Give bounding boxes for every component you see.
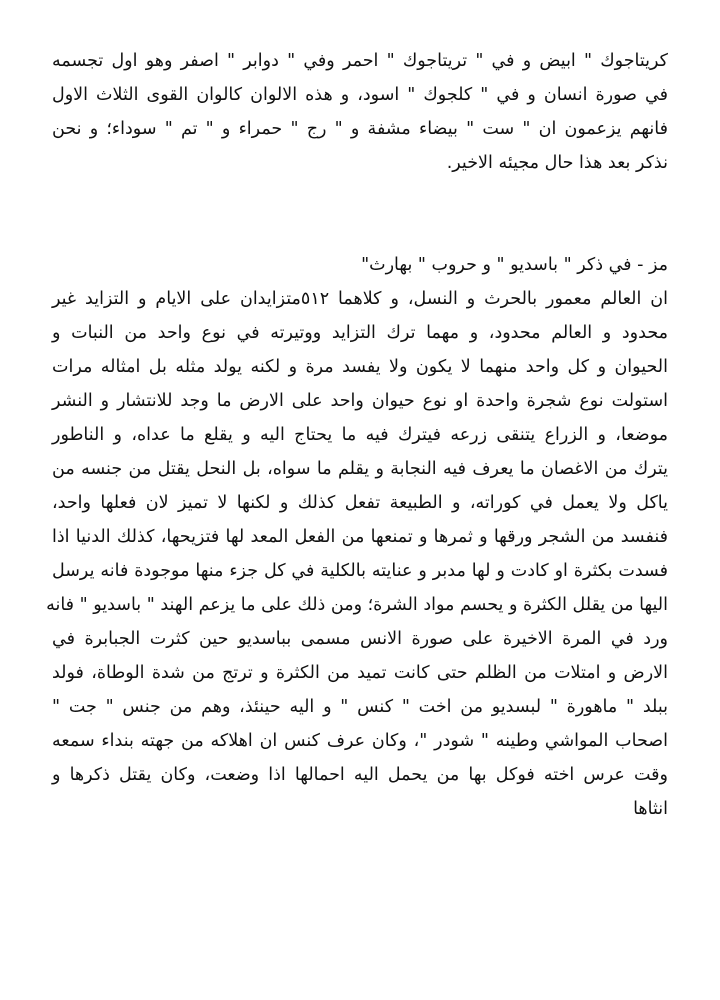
text-line: وقت عرس اخته فوكل بها من يحمل اليه احمالها اذا وضعت، وكان يقتل ذكرها و — [52, 765, 668, 785]
text-line: اليها من يقلل الكثرة و يحسم مواد الشرة؛ ومن ذلك على ما يزعم الهند " باسديو " فانه — [46, 595, 668, 615]
text-line: استولت نوع شجرة واحدة او نوع حيوان واحد على الارض ما وجد للانتشار و النشر — [52, 391, 668, 411]
paragraph-1 — [52, 44, 668, 180]
text-line: في صورة انسان و في " كلجوك " اسود، و هذه الالوان كالوان القوى الثلاث الاول — [52, 85, 668, 105]
text-line: فسدت بكثرة او كادت و لها مدبر و عنايته بالكلية في كل جزء منها موجودة فانه يرسل — [52, 561, 668, 581]
text-line: اصحاب المواشي وطينه " شودر "، وكان عرف كنس ان اهلاكه من جهته بنداء سمعه — [52, 731, 668, 751]
text-line: فانهم يزعمون ان " ست " بيضاء مشفة و " رج " حمراء و " تم " سوداء؛ و نحن — [52, 119, 668, 139]
text-line: ببلد " ماهورة " لبسديو من اخت " كنس " و اليه حينئذ، وهم من جنس " جت " — [52, 697, 668, 717]
text-line: فنفسد من الشجر ورقها و ثمرها و تمنعها من الفعل المعد لها فتزيحها، كذلك الدنيا اذا — [52, 527, 668, 547]
paragraph-2 — [46, 282, 669, 826]
text-line: نذكر بعد هذا حال مجيئه الاخير. — [446, 153, 668, 173]
document-page — [46, 44, 669, 826]
text-line: الحيوان و كل واحد منهما لا يكون ولا يفسد مرة و لكنه يولد مثله بل امثاله مرات — [52, 357, 668, 377]
text-line: انثاها — [633, 799, 668, 819]
text-line: يترك من الاغصان ما يعرف فيه النجابة و يقلم ما سواه، بل النحل يقتل من جنسه من — [52, 459, 668, 479]
text-line: ورد في المرة الاخيرة على صورة الانس مسمى بباسديو حين كثرت الجبابرة في — [52, 629, 668, 649]
text-line: كريتاجوك " ابيض و في " تريتاجوك " احمر وفي " دوابر " اصفر وهو اول تجسمه — [52, 51, 668, 71]
text-line: ان العالم معمور بالحرث و النسل، و كلاهما ٥١٢متزايدان على الايام و التزايد غير — [52, 289, 669, 309]
text-line: الارض و امتلات من الظلم حتى كانت تميد من الكثرة و ترتج من شدة الوطاة، فولد — [52, 663, 668, 683]
text-line: محدود و العالم محدود، و مهما ترك التزايد ووتيرته في نوع واحد من النبات و — [52, 323, 668, 343]
text-line: ياكل ولا يعمل في كوراته، و الطبيعة تفعل كذلك و لكنها لا تميز لان فعلها واحد، — [52, 493, 668, 513]
paragraph-gap — [52, 180, 668, 248]
text-line: موضعا، و الزراع يتنقى زرعه فيترك فيه ما يحتاج اليه و يقلع ما عداه، و الناطور — [52, 425, 668, 445]
section-heading: مز - في ذكر " باسديو " و حروب " بهارث" — [361, 255, 668, 275]
